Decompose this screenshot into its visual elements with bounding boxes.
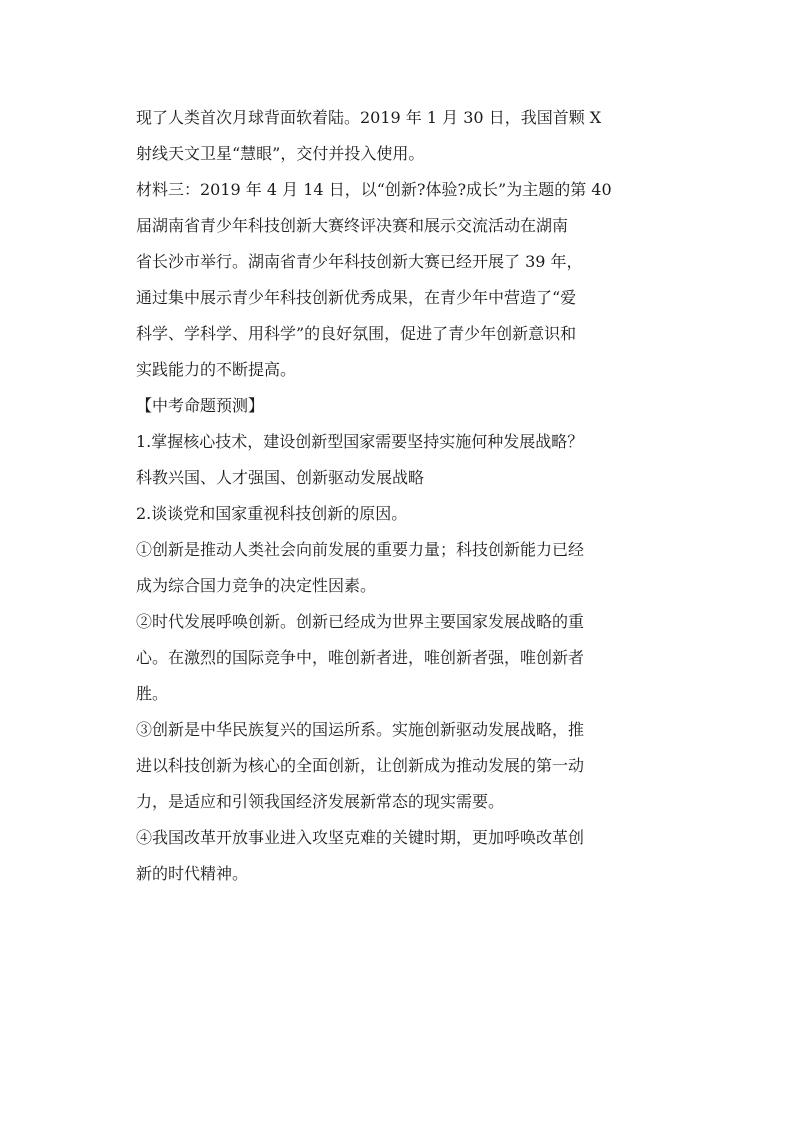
text-line: 1.掌握核心技术，建设创新型国家需要坚持实施何种发展战略？: [136, 432, 584, 451]
text-line: 【中考命题预测】: [136, 396, 265, 415]
text-line: 2.谈谈党和国家重视科技创新的原因。: [136, 504, 408, 523]
paragraph-moon-landing: [136, 100, 666, 172]
text-line: ①创新是推动人类社会向前发展的重要力量；科技创新能力已经: [136, 540, 585, 559]
section-heading-exam-prediction: [136, 388, 666, 424]
text-line: ②时代发展呼唤创新。创新已经成为世界主要国家发展战略的重: [136, 612, 585, 631]
text-line: 科教兴国、人才强国、创新驱动发展战略: [136, 468, 425, 487]
answer-2-point-1: [136, 532, 666, 604]
text-line: 进以科技创新为核心的全面创新，让创新成为推动发展的第一动: [136, 756, 585, 775]
text-line: 现了人类首次月球背面软着陆。2019 年 1 月 30 日，我国首颗 X: [136, 108, 602, 127]
answer-1: [136, 460, 666, 496]
text-line: 新的时代精神。: [136, 864, 249, 883]
text-line: 成为综合国力竞争的决定性因素。: [136, 576, 377, 595]
answer-2-point-4: [136, 820, 666, 892]
text-line: 届湖南省青少年科技创新大赛终评决赛和展示交流活动在湖南: [136, 216, 569, 235]
text-line: 胜。: [136, 684, 169, 703]
text-line: 科学、学科学、用科学”的良好氛围，促进了青少年创新意识和: [136, 324, 577, 343]
text-line: ④我国改革开放事业进入攻坚克难的关键时期，更加呼唤改革创: [136, 828, 585, 847]
text-line: 心。在激烈的国际竞争中，唯创新者进，唯创新者强，唯创新者: [136, 648, 585, 667]
answer-2-point-2: [136, 604, 666, 712]
paragraph-material-three: [136, 172, 666, 388]
text-line: 省长沙市举行。湖南省青少年科技创新大赛已经开展了 39 年，: [136, 252, 583, 271]
question-1: [136, 424, 666, 460]
question-2: [136, 496, 666, 532]
text-line: 实践能力的不断提高。: [136, 360, 297, 379]
text-line: 射线天文卫星“慧眼”，交付并投入使用。: [136, 144, 425, 163]
answer-2-point-3: [136, 712, 666, 820]
document-body: [136, 100, 666, 892]
text-line: 力，是适应和引领我国经济发展新常态的现实需要。: [136, 792, 505, 811]
text-line: 通过集中展示青少年科技创新优秀成果，在青少年中营造了“爱: [136, 288, 577, 307]
text-line: ③创新是中华民族复兴的国运所系。实施创新驱动发展战略，推: [136, 720, 585, 739]
text-line: 材料三：2019 年 4 月 14 日，以“创新?体验?成长”为主题的第 40: [136, 180, 612, 199]
